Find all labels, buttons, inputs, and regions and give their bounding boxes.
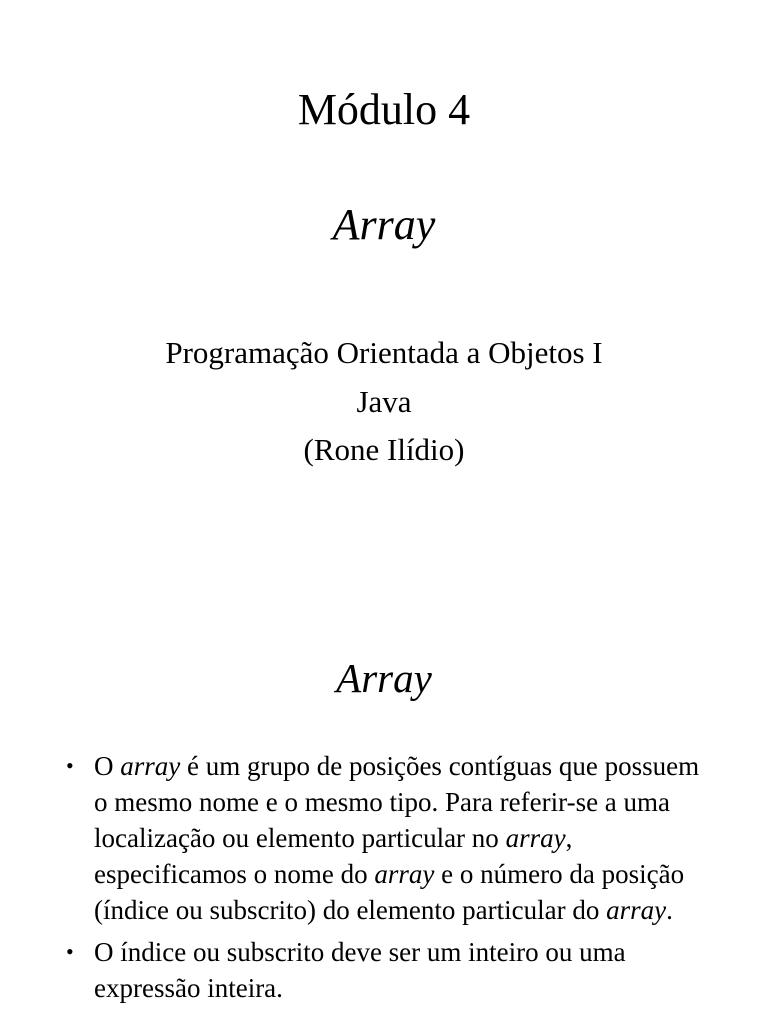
- bullet-list: [66, 748, 716, 1012]
- bullet-text-italic: array: [606, 895, 667, 925]
- slide-title-array: Array: [332, 200, 436, 249]
- bullet-item-index: [66, 934, 716, 1006]
- bullet-text: O índice ou subscrito deve ser um inteiro ou uma expressão inteira.: [94, 937, 626, 1003]
- bullet-text: e o número da posição (índice ou subscrito) do elemento particular do: [94, 859, 685, 925]
- bullet-text: .: [666, 895, 673, 925]
- bullet-icon: •: [66, 753, 74, 778]
- author-name: (Rone Ilídio): [303, 432, 465, 467]
- bullet-text: é um grupo de posições contíguas que possuem o mesmo nome e o mesmo tipo. Para referir-se a uma localização ou elemento particular no: [94, 751, 700, 853]
- language-name: Java: [356, 384, 412, 419]
- bullet-text-italic: array: [120, 751, 181, 781]
- bullet-icon: •: [66, 939, 74, 964]
- bullet-item-definition: [66, 748, 716, 928]
- slide-title-heading: Módulo 4: [297, 85, 471, 134]
- bullet-text-italic: array: [374, 859, 435, 889]
- bullet-text: O: [94, 751, 121, 781]
- slide-array: [0, 640, 768, 1024]
- bullet-text-italic: array: [505, 823, 566, 853]
- bullet-text: , especificamos o nome do: [94, 823, 573, 889]
- course-name: Programação Orientada a Objetos I: [165, 335, 603, 370]
- slide-array-heading: Array: [336, 655, 432, 701]
